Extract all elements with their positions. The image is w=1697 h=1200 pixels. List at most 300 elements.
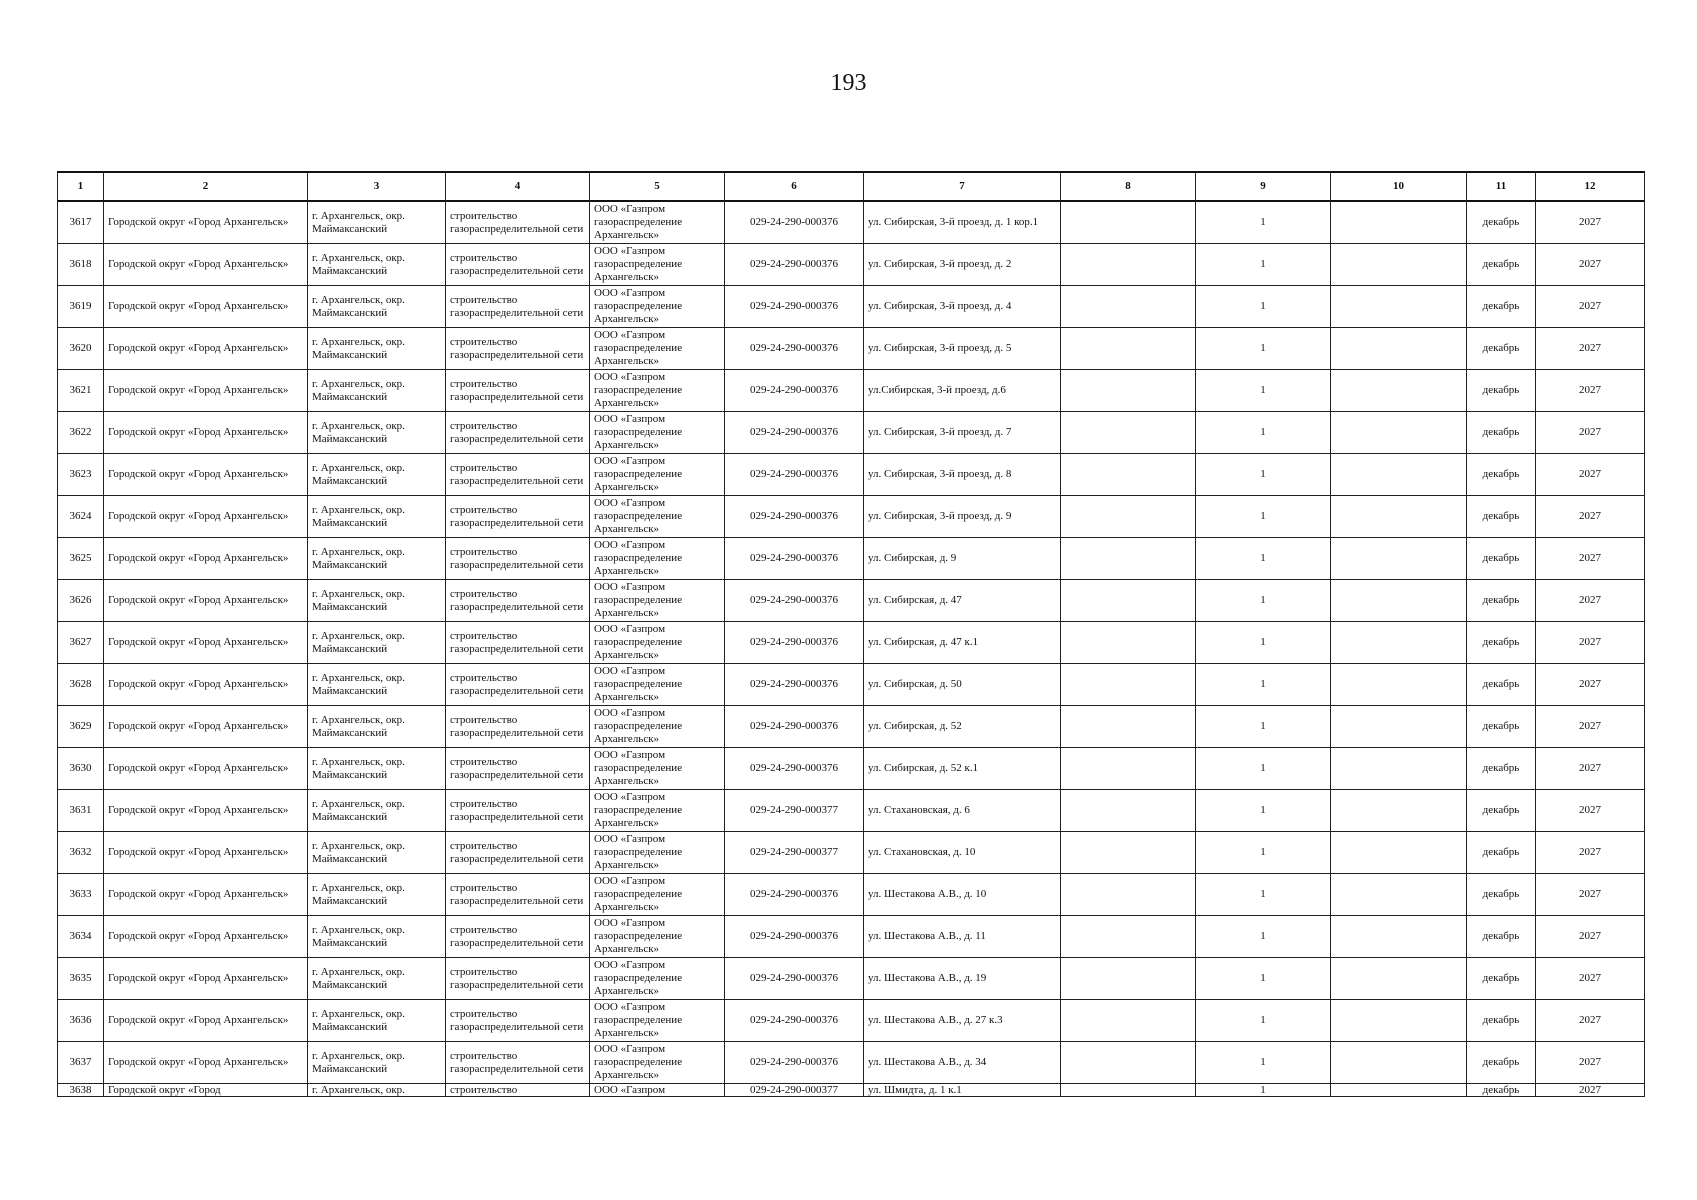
- year-cell: 2027: [1536, 874, 1645, 916]
- column-header-12: 12: [1536, 172, 1645, 201]
- column-10-cell: [1331, 328, 1467, 370]
- registration-number-cell: 029-24-290-000376: [725, 916, 864, 958]
- registration-number-cell: 029-24-290-000377: [725, 790, 864, 832]
- year-cell: 2027: [1536, 328, 1645, 370]
- locality-cell: г. Архангельск, окр. Маймаксанский: [308, 790, 446, 832]
- organization-cell: ООО «Газпром газораспределение Архангельск»: [590, 664, 725, 706]
- registration-number-cell: 029-24-290-000376: [725, 706, 864, 748]
- column-10-cell: [1331, 496, 1467, 538]
- month-cell: декабрь: [1467, 1084, 1536, 1097]
- month-cell: декабрь: [1467, 790, 1536, 832]
- month-cell: декабрь: [1467, 496, 1536, 538]
- registration-number-cell: 029-24-290-000376: [725, 664, 864, 706]
- address-cell: ул. Сибирская, 3-й проезд, д. 5: [864, 328, 1061, 370]
- header-row: [58, 172, 1645, 201]
- organization-cell: ООО «Газпром газораспределение Архангельск»: [590, 370, 725, 412]
- year-cell: 2027: [1536, 622, 1645, 664]
- registration-number-cell: 029-24-290-000376: [725, 454, 864, 496]
- column-8-cell: [1061, 412, 1196, 454]
- column-header-1: 1: [58, 172, 104, 201]
- column-10-cell: [1331, 1042, 1467, 1084]
- organization-cell: ООО «Газпром газораспределение Архангельск»: [590, 580, 725, 622]
- work-type-cell: строительство газораспределительной сети: [446, 916, 590, 958]
- table-row: [58, 244, 1645, 286]
- address-cell: ул. Сибирская, 3-й проезд, д. 4: [864, 286, 1061, 328]
- row-number-cell: 3617: [58, 201, 104, 244]
- year-cell: 2027: [1536, 790, 1645, 832]
- organization-cell: ООО «Газпром газораспределение Архангельск»: [590, 496, 725, 538]
- organization-cell: ООО «Газпром газораспределение Архангельск»: [590, 790, 725, 832]
- column-8-cell: [1061, 1084, 1196, 1097]
- column-9-cell: 1: [1196, 454, 1331, 496]
- work-type-cell: строительство газораспределительной сети: [446, 790, 590, 832]
- address-cell: ул. Сибирская, 3-й проезд, д. 9: [864, 496, 1061, 538]
- municipality-cell: Городской округ «Город Архангельск»: [104, 580, 308, 622]
- work-type-cell: строительство газораспределительной сети: [446, 201, 590, 244]
- organization-cell: ООО «Газпром газораспределение Архангельск»: [590, 538, 725, 580]
- locality-cell: г. Архангельск, окр. Маймаксанский: [308, 412, 446, 454]
- year-cell: 2027: [1536, 706, 1645, 748]
- column-9-cell: 1: [1196, 1042, 1331, 1084]
- work-type-cell: строительство газораспределительной сети: [446, 706, 590, 748]
- registration-number-cell: 029-24-290-000376: [725, 874, 864, 916]
- address-cell: ул. Шестакова А.В., д. 27 к.3: [864, 1000, 1061, 1042]
- table-row: [58, 706, 1645, 748]
- row-number-cell: 3621: [58, 370, 104, 412]
- row-number-cell: 3633: [58, 874, 104, 916]
- column-10-cell: [1331, 538, 1467, 580]
- work-type-cell: строительство газораспределительной сети: [446, 1042, 590, 1084]
- column-10-cell: [1331, 790, 1467, 832]
- locality-cell: г. Архангельск, окр. Маймаксанский: [308, 201, 446, 244]
- address-cell: ул. Сибирская, д. 9: [864, 538, 1061, 580]
- row-number-cell: 3637: [58, 1042, 104, 1084]
- organization-cell: ООО «Газпром газораспределение Архангельск»: [590, 244, 725, 286]
- column-8-cell: [1061, 706, 1196, 748]
- column-10-cell: [1331, 370, 1467, 412]
- registration-number-cell: 029-24-290-000376: [725, 580, 864, 622]
- year-cell: 2027: [1536, 664, 1645, 706]
- organization-cell: ООО «Газпром: [590, 1084, 725, 1097]
- year-cell: 2027: [1536, 412, 1645, 454]
- municipality-cell: Городской округ «Город Архангельск»: [104, 622, 308, 664]
- column-8-cell: [1061, 244, 1196, 286]
- column-10-cell: [1331, 244, 1467, 286]
- table-row: [58, 916, 1645, 958]
- table-row: [58, 201, 1645, 244]
- column-10-cell: [1331, 664, 1467, 706]
- municipality-cell: Городской округ «Город Архангельск»: [104, 496, 308, 538]
- address-cell: ул. Шестакова А.В., д. 11: [864, 916, 1061, 958]
- column-10-cell: [1331, 832, 1467, 874]
- address-cell: ул. Сибирская, д. 47: [864, 580, 1061, 622]
- row-number-cell: 3626: [58, 580, 104, 622]
- table-row: [58, 370, 1645, 412]
- locality-cell: г. Архангельск, окр. Маймаксанский: [308, 832, 446, 874]
- registration-number-cell: 029-24-290-000376: [725, 370, 864, 412]
- row-number-cell: 3631: [58, 790, 104, 832]
- year-cell: 2027: [1536, 1084, 1645, 1097]
- address-cell: ул. Сибирская, 3-й проезд, д. 1 кор.1: [864, 201, 1061, 244]
- municipality-cell: Городской округ «Город Архангельск»: [104, 1042, 308, 1084]
- registration-number-cell: 029-24-290-000376: [725, 328, 864, 370]
- table-row: [58, 748, 1645, 790]
- column-8-cell: [1061, 958, 1196, 1000]
- locality-cell: г. Архангельск, окр. Маймаксанский: [308, 286, 446, 328]
- column-10-cell: [1331, 622, 1467, 664]
- column-8-cell: [1061, 1042, 1196, 1084]
- year-cell: 2027: [1536, 201, 1645, 244]
- month-cell: декабрь: [1467, 580, 1536, 622]
- organization-cell: ООО «Газпром газораспределение Архангельск»: [590, 412, 725, 454]
- locality-cell: г. Архангельск, окр. Маймаксанский: [308, 748, 446, 790]
- column-10-cell: [1331, 454, 1467, 496]
- column-9-cell: 1: [1196, 874, 1331, 916]
- column-10-cell: [1331, 874, 1467, 916]
- locality-cell: г. Архангельск, окр. Маймаксанский: [308, 328, 446, 370]
- work-type-cell: строительство газораспределительной сети: [446, 496, 590, 538]
- work-type-cell: строительство газораспределительной сети: [446, 328, 590, 370]
- row-number-cell: 3638: [58, 1084, 104, 1097]
- column-9-cell: 1: [1196, 538, 1331, 580]
- month-cell: декабрь: [1467, 748, 1536, 790]
- table-row: [58, 580, 1645, 622]
- year-cell: 2027: [1536, 580, 1645, 622]
- locality-cell: г. Архангельск, окр. Маймаксанский: [308, 244, 446, 286]
- work-type-cell: строительство газораспределительной сети: [446, 748, 590, 790]
- table-row: [58, 958, 1645, 1000]
- municipality-cell: Городской округ «Город Архангельск»: [104, 706, 308, 748]
- column-9-cell: 1: [1196, 790, 1331, 832]
- column-8-cell: [1061, 622, 1196, 664]
- organization-cell: ООО «Газпром газораспределение Архангельск»: [590, 916, 725, 958]
- municipality-cell: Городской округ «Город Архангельск»: [104, 201, 308, 244]
- column-9-cell: 1: [1196, 328, 1331, 370]
- table-row: [58, 790, 1645, 832]
- municipality-cell: Городской округ «Город Архангельск»: [104, 874, 308, 916]
- year-cell: 2027: [1536, 538, 1645, 580]
- column-10-cell: [1331, 286, 1467, 328]
- column-header-10: 10: [1331, 172, 1467, 201]
- month-cell: декабрь: [1467, 370, 1536, 412]
- column-8-cell: [1061, 370, 1196, 412]
- month-cell: декабрь: [1467, 244, 1536, 286]
- work-type-cell: строительство газораспределительной сети: [446, 244, 590, 286]
- column-9-cell: 1: [1196, 622, 1331, 664]
- column-10-cell: [1331, 580, 1467, 622]
- row-number-cell: 3624: [58, 496, 104, 538]
- column-10-cell: [1331, 201, 1467, 244]
- column-header-4: 4: [446, 172, 590, 201]
- month-cell: декабрь: [1467, 1042, 1536, 1084]
- registration-number-cell: 029-24-290-000376: [725, 496, 864, 538]
- row-number-cell: 3632: [58, 832, 104, 874]
- work-type-cell: строительство газораспределительной сети: [446, 580, 590, 622]
- row-number-cell: 3619: [58, 286, 104, 328]
- table-row: [58, 454, 1645, 496]
- municipality-cell: Городской округ «Город Архангельск»: [104, 958, 308, 1000]
- column-8-cell: [1061, 286, 1196, 328]
- row-number-cell: 3634: [58, 916, 104, 958]
- municipality-cell: Городской округ «Город Архангельск»: [104, 370, 308, 412]
- column-8-cell: [1061, 328, 1196, 370]
- municipality-cell: Городской округ «Город Архангельск»: [104, 790, 308, 832]
- column-header-7: 7: [864, 172, 1061, 201]
- row-number-cell: 3618: [58, 244, 104, 286]
- organization-cell: ООО «Газпром газораспределение Архангельск»: [590, 706, 725, 748]
- work-type-cell: строительство газораспределительной сети: [446, 1000, 590, 1042]
- work-type-cell: строительство газораспределительной сети: [446, 454, 590, 496]
- column-9-cell: 1: [1196, 958, 1331, 1000]
- locality-cell: г. Архангельск, окр. Маймаксанский: [308, 370, 446, 412]
- column-8-cell: [1061, 454, 1196, 496]
- organization-cell: ООО «Газпром газораспределение Архангельск»: [590, 328, 725, 370]
- column-10-cell: [1331, 706, 1467, 748]
- table-row: [58, 412, 1645, 454]
- organization-cell: ООО «Газпром газораспределение Архангельск»: [590, 1000, 725, 1042]
- column-8-cell: [1061, 832, 1196, 874]
- work-type-cell: строительство газораспределительной сети: [446, 370, 590, 412]
- address-cell: ул. Сибирская, д. 47 к.1: [864, 622, 1061, 664]
- work-type-cell: строительство газораспределительной сети: [446, 958, 590, 1000]
- month-cell: декабрь: [1467, 412, 1536, 454]
- locality-cell: г. Архангельск, окр. Маймаксанский: [308, 622, 446, 664]
- year-cell: 2027: [1536, 748, 1645, 790]
- registration-number-cell: 029-24-290-000377: [725, 1084, 864, 1097]
- registration-number-cell: 029-24-290-000376: [725, 412, 864, 454]
- registration-number-cell: 029-24-290-000376: [725, 244, 864, 286]
- column-header-2: 2: [104, 172, 308, 201]
- row-number-cell: 3628: [58, 664, 104, 706]
- municipality-cell: Городской округ «Город Архангельск»: [104, 244, 308, 286]
- table-row: [58, 874, 1645, 916]
- municipality-cell: Городской округ «Город Архангельск»: [104, 664, 308, 706]
- registration-number-cell: 029-24-290-000376: [725, 201, 864, 244]
- column-8-cell: [1061, 748, 1196, 790]
- row-number-cell: 3623: [58, 454, 104, 496]
- year-cell: 2027: [1536, 370, 1645, 412]
- column-header-6: 6: [725, 172, 864, 201]
- table-row: [58, 1084, 1645, 1097]
- column-9-cell: 1: [1196, 244, 1331, 286]
- month-cell: декабрь: [1467, 664, 1536, 706]
- column-9-cell: 1: [1196, 706, 1331, 748]
- column-header-8: 8: [1061, 172, 1196, 201]
- locality-cell: г. Архангельск, окр.: [308, 1084, 446, 1097]
- month-cell: декабрь: [1467, 916, 1536, 958]
- column-9-cell: 1: [1196, 1000, 1331, 1042]
- row-number-cell: 3635: [58, 958, 104, 1000]
- year-cell: 2027: [1536, 1000, 1645, 1042]
- column-9-cell: 1: [1196, 664, 1331, 706]
- registration-number-cell: 029-24-290-000376: [725, 1000, 864, 1042]
- municipality-cell: Городской округ «Город Архангельск»: [104, 538, 308, 580]
- address-cell: ул. Стахановская, д. 10: [864, 832, 1061, 874]
- organization-cell: ООО «Газпром газораспределение Архангельск»: [590, 1042, 725, 1084]
- year-cell: 2027: [1536, 958, 1645, 1000]
- table-row: [58, 286, 1645, 328]
- column-header-3: 3: [308, 172, 446, 201]
- column-8-cell: [1061, 664, 1196, 706]
- month-cell: декабрь: [1467, 454, 1536, 496]
- column-header-5: 5: [590, 172, 725, 201]
- table-row: [58, 328, 1645, 370]
- locality-cell: г. Архангельск, окр. Маймаксанский: [308, 538, 446, 580]
- column-9-cell: 1: [1196, 916, 1331, 958]
- year-cell: 2027: [1536, 832, 1645, 874]
- organization-cell: ООО «Газпром газораспределение Архангельск»: [590, 622, 725, 664]
- table-row: [58, 1042, 1645, 1084]
- address-cell: ул. Сибирская, д. 52 к.1: [864, 748, 1061, 790]
- registration-number-cell: 029-24-290-000377: [725, 832, 864, 874]
- column-9-cell: 1: [1196, 832, 1331, 874]
- row-number-cell: 3630: [58, 748, 104, 790]
- table-row: [58, 832, 1645, 874]
- locality-cell: г. Архангельск, окр. Маймаксанский: [308, 958, 446, 1000]
- column-8-cell: [1061, 1000, 1196, 1042]
- month-cell: декабрь: [1467, 286, 1536, 328]
- registration-number-cell: 029-24-290-000376: [725, 748, 864, 790]
- column-8-cell: [1061, 874, 1196, 916]
- month-cell: декабрь: [1467, 622, 1536, 664]
- locality-cell: г. Архангельск, окр. Маймаксанский: [308, 916, 446, 958]
- column-9-cell: 1: [1196, 496, 1331, 538]
- registration-number-cell: 029-24-290-000376: [725, 286, 864, 328]
- municipality-cell: Городской округ «Город Архангельск»: [104, 454, 308, 496]
- locality-cell: г. Архангельск, окр. Маймаксанский: [308, 706, 446, 748]
- locality-cell: г. Архангельск, окр. Маймаксанский: [308, 496, 446, 538]
- address-cell: ул. Сибирская, д. 50: [864, 664, 1061, 706]
- table-row: [58, 664, 1645, 706]
- work-type-cell: строительство газораспределительной сети: [446, 538, 590, 580]
- address-cell: ул. Сибирская, 3-й проезд, д. 8: [864, 454, 1061, 496]
- organization-cell: ООО «Газпром газораспределение Архангельск»: [590, 748, 725, 790]
- column-9-cell: 1: [1196, 201, 1331, 244]
- address-cell: ул. Шмидта, д. 1 к.1: [864, 1084, 1061, 1097]
- month-cell: декабрь: [1467, 328, 1536, 370]
- column-9-cell: 1: [1196, 412, 1331, 454]
- column-9-cell: 1: [1196, 748, 1331, 790]
- work-type-cell: строительство газораспределительной сети: [446, 622, 590, 664]
- row-number-cell: 3620: [58, 328, 104, 370]
- table-body: [58, 201, 1645, 1097]
- column-10-cell: [1331, 958, 1467, 1000]
- column-8-cell: [1061, 538, 1196, 580]
- organization-cell: ООО «Газпром газораспределение Архангельск»: [590, 454, 725, 496]
- month-cell: декабрь: [1467, 538, 1536, 580]
- table-row: [58, 1000, 1645, 1042]
- work-type-cell: строительство: [446, 1084, 590, 1097]
- year-cell: 2027: [1536, 916, 1645, 958]
- municipality-cell: Городской округ «Город: [104, 1084, 308, 1097]
- column-9-cell: 1: [1196, 1084, 1331, 1097]
- month-cell: декабрь: [1467, 832, 1536, 874]
- locality-cell: г. Архангельск, окр. Маймаксанский: [308, 580, 446, 622]
- column-header-11: 11: [1467, 172, 1536, 201]
- registration-number-cell: 029-24-290-000376: [725, 538, 864, 580]
- month-cell: декабрь: [1467, 874, 1536, 916]
- month-cell: декабрь: [1467, 1000, 1536, 1042]
- municipality-cell: Городской округ «Город Архангельск»: [104, 748, 308, 790]
- register-table: [57, 171, 1645, 1097]
- column-8-cell: [1061, 496, 1196, 538]
- column-header-9: 9: [1196, 172, 1331, 201]
- organization-cell: ООО «Газпром газораспределение Архангельск»: [590, 201, 725, 244]
- registration-number-cell: 029-24-290-000376: [725, 1042, 864, 1084]
- column-10-cell: [1331, 412, 1467, 454]
- locality-cell: г. Архангельск, окр. Маймаксанский: [308, 454, 446, 496]
- month-cell: декабрь: [1467, 201, 1536, 244]
- address-cell: ул. Шестакова А.В., д. 34: [864, 1042, 1061, 1084]
- row-number-cell: 3636: [58, 1000, 104, 1042]
- address-cell: ул. Шестакова А.В., д. 19: [864, 958, 1061, 1000]
- municipality-cell: Городской округ «Город Архангельск»: [104, 1000, 308, 1042]
- row-number-cell: 3625: [58, 538, 104, 580]
- column-8-cell: [1061, 580, 1196, 622]
- organization-cell: ООО «Газпром газораспределение Архангельск»: [590, 958, 725, 1000]
- address-cell: ул. Сибирская, 3-й проезд, д. 7: [864, 412, 1061, 454]
- work-type-cell: строительство газораспределительной сети: [446, 412, 590, 454]
- address-cell: ул. Сибирская, д. 52: [864, 706, 1061, 748]
- address-cell: ул.Сибирская, 3-й проезд, д.6: [864, 370, 1061, 412]
- month-cell: декабрь: [1467, 706, 1536, 748]
- column-8-cell: [1061, 916, 1196, 958]
- registration-number-cell: 029-24-290-000376: [725, 622, 864, 664]
- table-row: [58, 622, 1645, 664]
- work-type-cell: строительство газораспределительной сети: [446, 664, 590, 706]
- organization-cell: ООО «Газпром газораспределение Архангельск»: [590, 286, 725, 328]
- column-10-cell: [1331, 1000, 1467, 1042]
- column-8-cell: [1061, 790, 1196, 832]
- column-9-cell: 1: [1196, 286, 1331, 328]
- address-cell: ул. Сибирская, 3-й проезд, д. 2: [864, 244, 1061, 286]
- table-row: [58, 496, 1645, 538]
- year-cell: 2027: [1536, 1042, 1645, 1084]
- organization-cell: ООО «Газпром газораспределение Архангельск»: [590, 874, 725, 916]
- month-cell: декабрь: [1467, 958, 1536, 1000]
- municipality-cell: Городской округ «Город Архангельск»: [104, 328, 308, 370]
- column-8-cell: [1061, 201, 1196, 244]
- year-cell: 2027: [1536, 496, 1645, 538]
- municipality-cell: Городской округ «Город Архангельск»: [104, 286, 308, 328]
- column-10-cell: [1331, 1084, 1467, 1097]
- year-cell: 2027: [1536, 286, 1645, 328]
- work-type-cell: строительство газораспределительной сети: [446, 832, 590, 874]
- work-type-cell: строительство газораспределительной сети: [446, 286, 590, 328]
- municipality-cell: Городской округ «Город Архангельск»: [104, 412, 308, 454]
- page-number: 193: [830, 70, 867, 96]
- municipality-cell: Городской округ «Город Архангельск»: [104, 832, 308, 874]
- year-cell: 2027: [1536, 454, 1645, 496]
- column-9-cell: 1: [1196, 370, 1331, 412]
- locality-cell: г. Архангельск, окр. Маймаксанский: [308, 1042, 446, 1084]
- column-9-cell: 1: [1196, 580, 1331, 622]
- column-10-cell: [1331, 748, 1467, 790]
- municipality-cell: Городской округ «Город Архангельск»: [104, 916, 308, 958]
- organization-cell: ООО «Газпром газораспределение Архангельск»: [590, 832, 725, 874]
- registration-number-cell: 029-24-290-000376: [725, 958, 864, 1000]
- locality-cell: г. Архангельск, окр. Маймаксанский: [308, 664, 446, 706]
- row-number-cell: 3629: [58, 706, 104, 748]
- locality-cell: г. Архангельск, окр. Маймаксанский: [308, 874, 446, 916]
- locality-cell: г. Архангельск, окр. Маймаксанский: [308, 1000, 446, 1042]
- address-cell: ул. Стахановская, д. 6: [864, 790, 1061, 832]
- work-type-cell: строительство газораспределительной сети: [446, 874, 590, 916]
- column-10-cell: [1331, 916, 1467, 958]
- table-row: [58, 538, 1645, 580]
- year-cell: 2027: [1536, 244, 1645, 286]
- row-number-cell: 3627: [58, 622, 104, 664]
